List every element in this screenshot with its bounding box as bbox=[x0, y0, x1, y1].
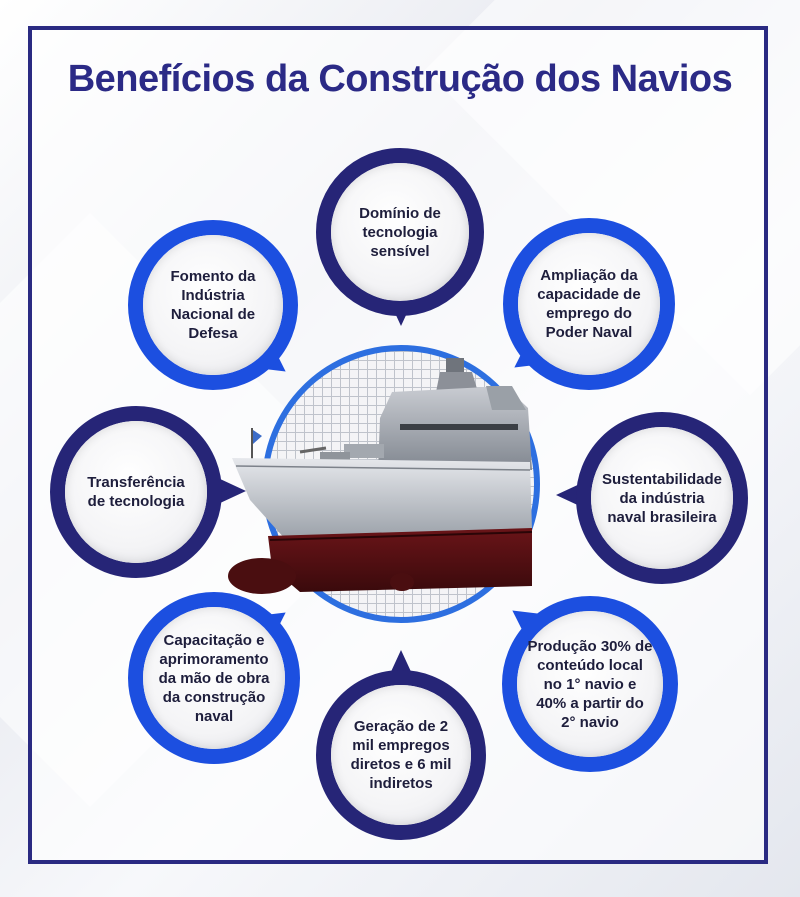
benefit-text: Fomento da Indústria Nacional de Defesa bbox=[170, 268, 256, 342]
benefit-text: Sustentabilidade da indústria naval brasileira bbox=[601, 470, 723, 526]
page-title: Benefícios da Construção dos Navios bbox=[67, 58, 733, 100]
benefit-text: Geração de 2 mil empregos diretos e 6 mil indiretos bbox=[350, 718, 452, 792]
benefit-text: Capacitação e aprimoramento da mão de obra da construção naval bbox=[158, 631, 270, 725]
benefit-text: Transferência de tecnologia bbox=[87, 474, 185, 510]
benefit-text: Produção 30% de conteúdo local no 1° navio e 40% a partir do 2° navio bbox=[527, 637, 653, 731]
benefit-text: Domínio de tecnologia sensível bbox=[359, 204, 441, 260]
benefit-text: Ampliação da capacidade de emprego do Poder Naval bbox=[537, 267, 641, 341]
